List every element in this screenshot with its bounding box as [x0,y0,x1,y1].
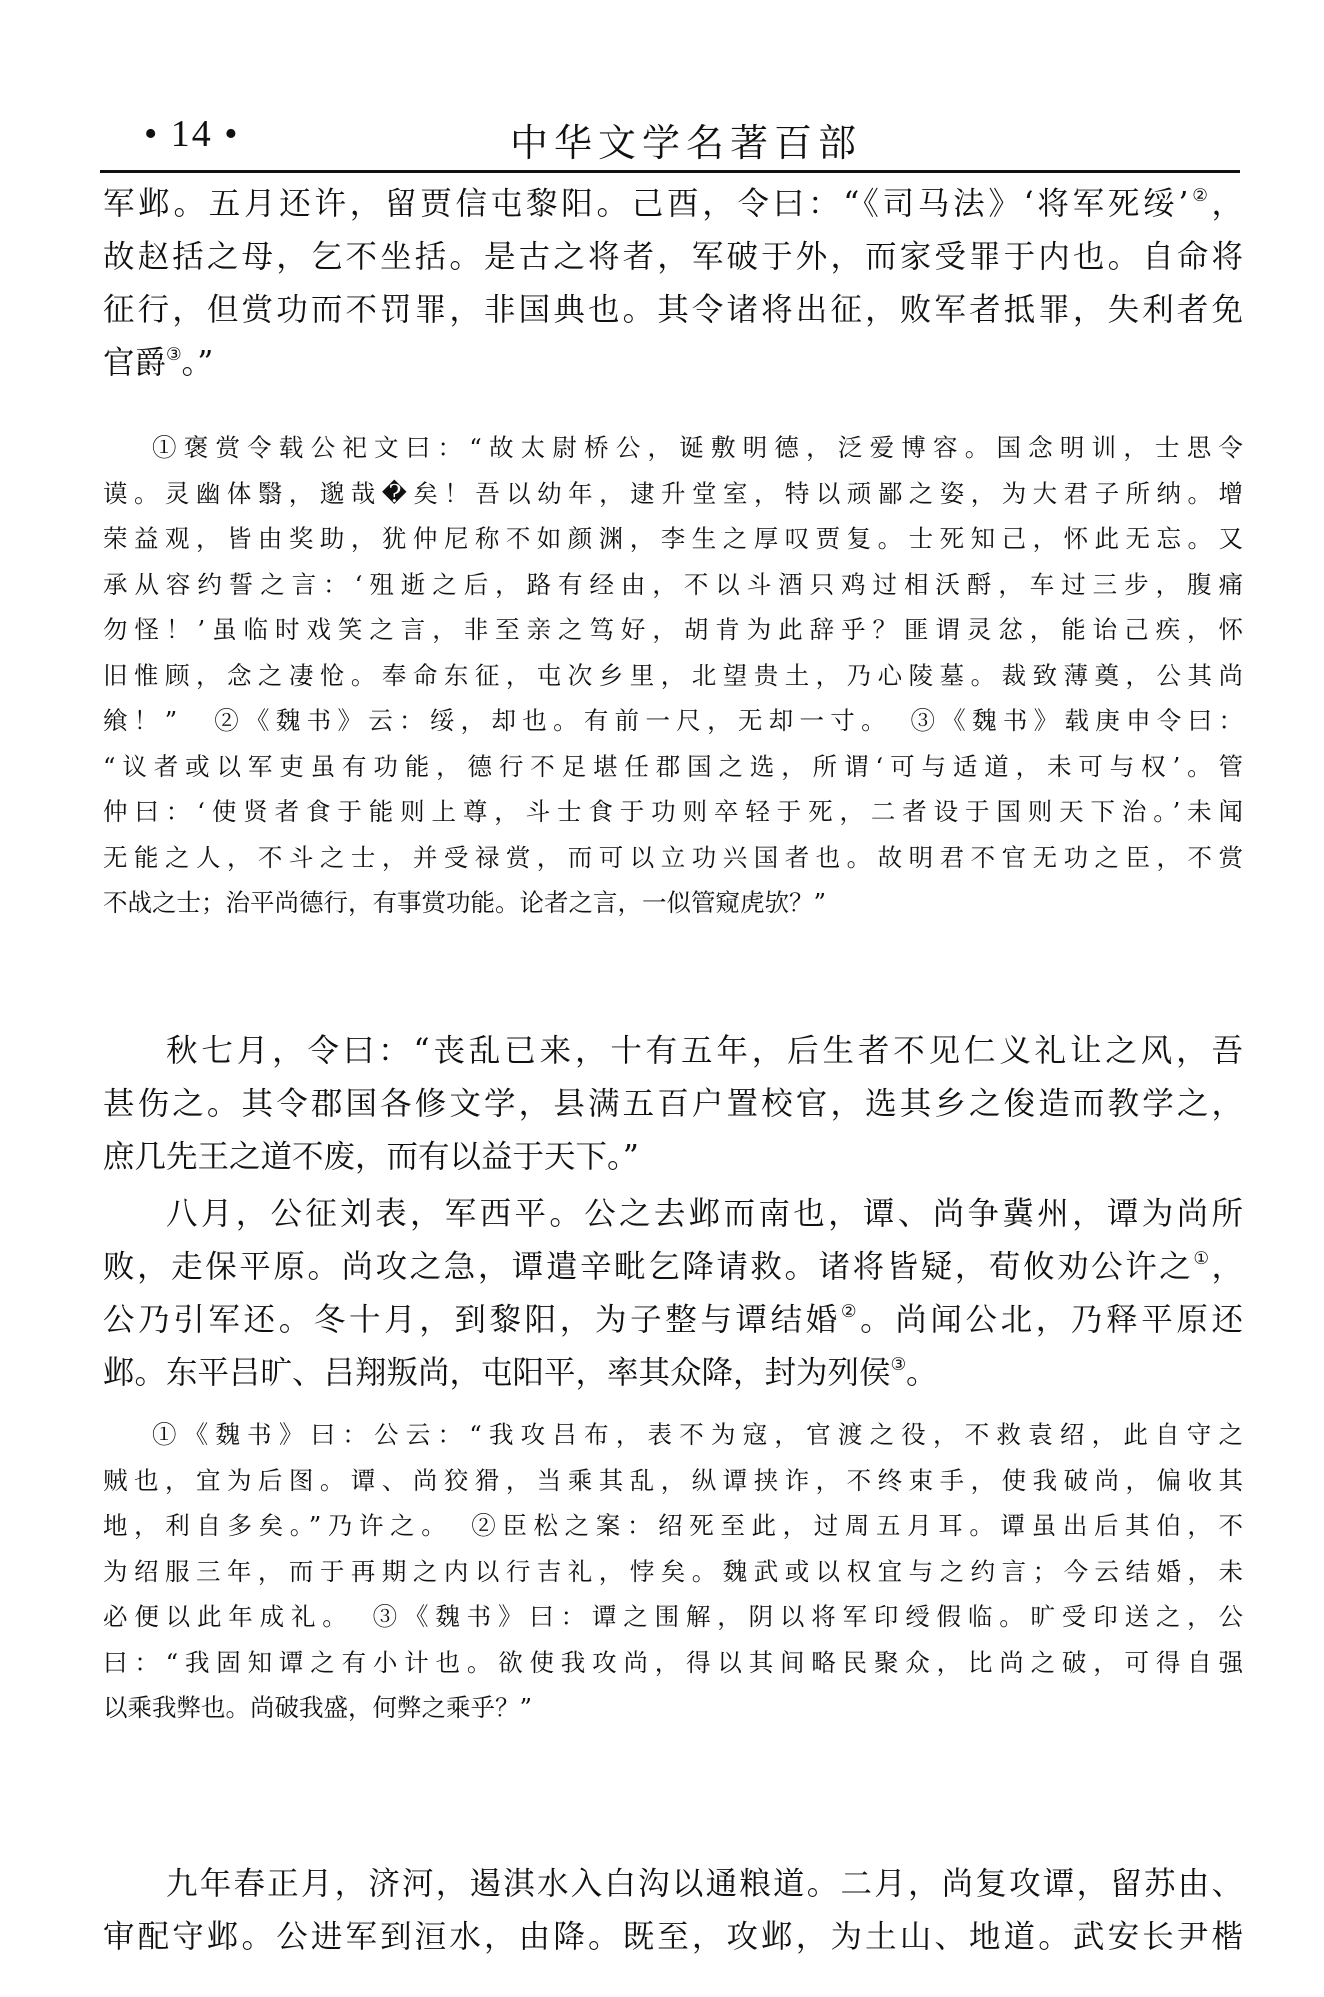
footnote-marker: ③ [166,345,182,366]
text-line: 九年春正月，济河，遏淇水入白沟以通粮道。二月，尚复攻谭，留苏由、 [166,1866,1243,1902]
annotation-block-1 [103,425,1243,926]
footnote-marker: ② [840,1302,861,1323]
note-line: 不战之士；治平尚德行，有事赏功能。论者之言，一似管窥虎欤？” [103,888,827,917]
note-line: 旧惟顾，念之凄怆。奉命东征，屯次乡里，北望贵土，乃心陵墓。裁致薄奠，公其尚 [103,660,1243,690]
note-line: 承从容约誓之言：‘殂逝之后，路有经由，不以斗酒只鸡过相沃酹，车过三步，腹痛 [103,569,1243,599]
series-title: 中华文学名著百部 [510,121,863,165]
note-line: 仲曰：‘使贤者食于能则上尊，斗士食于功则卒轻于死，二者设于国则天下治。’未闻 [103,797,1243,826]
note-line: “议者或以军吏虽有功能，德行不足堪任郡国之选，所谓‘可与适道，未可与权’。管 [103,751,1243,781]
note-line: 勿怪！’虽临时戏笑之言，非至亲之笃好，胡肯为此辞乎？匪谓灵忿，能诒己疾，怀 [103,615,1243,644]
page-header [100,112,1240,174]
text-line: 邺。东平吕旷、吕翔叛尚，屯阳平，率其众降，封为列侯③。 [103,1355,938,1391]
main-paragraph-1 [103,178,1243,390]
note-line: 荣益观，皆由奖助，犹仲尼称不如颜渊，李生之厚叹贾复。士死知己，怀此无忘。又 [103,524,1243,553]
note-line: 必便以此年成礼。 ③《魏书》曰：谭之围解，阴以将军印绶假临。旷受印送之，公 [103,1602,1243,1631]
note-line: 曰：“我固知谭之有小计也。欲使我攻尚，得以其间略民聚众，比尚之破，可得自强 [103,1647,1243,1677]
main-paragraph-2 [103,1025,1243,1184]
text-line: 八月，公征刘表，军西平。公之去邺而南也，谭、尚争冀州，谭为尚所 [166,1196,1243,1232]
text-line: 故赵括之母，乞不坐括。是古之将者，军破于外，而家受罪于内也。自命将 [103,239,1243,275]
note-line: ①褒赏令载公祀文曰：“故太尉桥公，诞敷明德，泛爱博容。国念明训，士思令 [152,433,1243,462]
footnote-marker: ② [1188,186,1212,207]
note-line: 贼也，宜为后图。谭、尚狡猾，当乘其乱，纵谭挟诈，不终束手，使我破尚，偏收其 [103,1465,1243,1495]
text-line: 审配守邺。公进军到洹水，由降。既至，攻邺，为土山、地道。武安长尹楷 [103,1919,1243,1955]
note-line: 为绍服三年，而于再期之内以行吉礼，悖矣。魏武或以权宜与之约言；今云结婚，未 [103,1556,1243,1586]
note-line: 地，利自多矣。”乃许之。 ②臣松之案：绍死至此，过周五月耳。谭虽出后其伯，不 [103,1511,1243,1540]
text-line: 军邺。五月还许，留贾信屯黎阳。己酉，令曰：“《司马法》‘将军死绥’②， [103,186,1243,222]
text-line: 秋七月，令曰：“丧乱已来，十有五年，后生者不见仁义礼让之风，吾 [166,1033,1243,1069]
text-line: 征行，但赏功而不罚罪，非国典也。其令诸将出征，败军者抵罪，失利者免 [103,292,1243,328]
note-line: 谟。灵幽体翳，邈哉�矣！吾以幼年，逮升堂室，特以顽鄙之姿，为大君子所纳。增 [103,478,1243,508]
footnote-marker: ① [1193,1249,1212,1270]
note-line: ①《魏书》曰：公云：“我攻吕布，表不为寇，官渡之役，不救袁绍，此自守之 [152,1420,1243,1449]
main-paragraph-3 [103,1188,1243,1400]
note-line: 以乘我弊也。尚破我盛，何弊之乘乎？” [103,1693,533,1722]
note-line: 无能之人，不斗之士，并受禄赏，而可以立功兴国者也。故明君不官无功之臣，不赏 [103,842,1243,872]
text-line: 甚伤之。其令郡国各修文学，县满五百户置校官，选其乡之俊造而教学之， [103,1086,1243,1122]
text-line: 公乃引军还。冬十月，到黎阳，为子整与谭结婚②。尚闻公北，乃释平原还 [103,1302,1243,1338]
header-rule [100,170,1240,173]
page-number: • 14 • [144,113,240,155]
footnote-marker: ③ [890,1355,907,1376]
note-line: 飨！” ②《魏书》云：绥，却也。有前一尺，无却一寸。 ③《魏书》载庚申令曰： [103,706,1243,735]
annotation-block-2 [103,1412,1243,1731]
text-line: 庶几先王之道不废，而有以益于天下。” [103,1139,639,1175]
main-paragraph-4 [103,1858,1243,1964]
text-line: 官爵③。” [103,345,214,381]
text-line: 败，走保平原。尚攻之急，谭遣辛毗乞降请救。诸将皆疑，荀攸劝公许之①， [103,1249,1243,1285]
